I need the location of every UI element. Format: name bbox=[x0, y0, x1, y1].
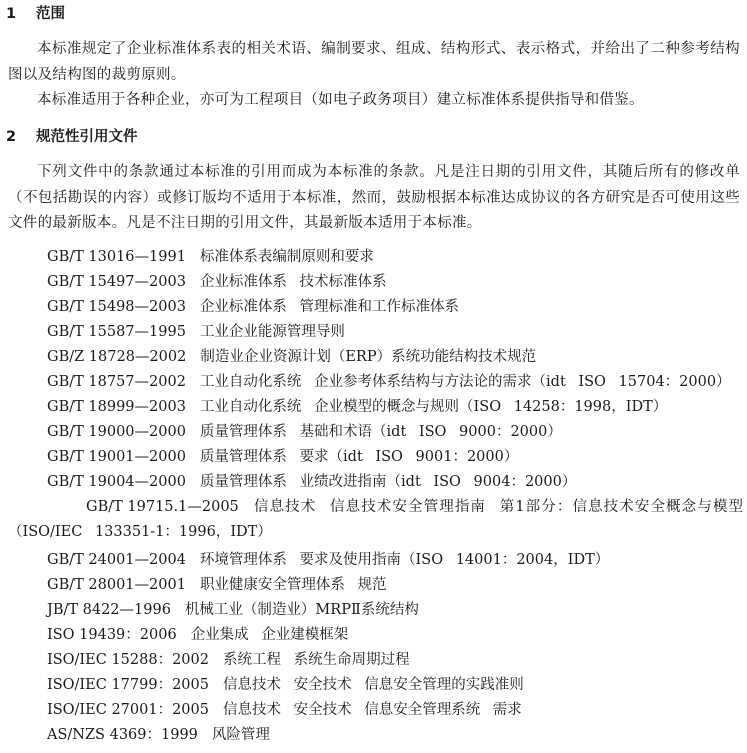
reference-item bbox=[47, 625, 348, 645]
reference-item bbox=[47, 600, 419, 620]
section-heading-scope bbox=[6, 4, 65, 24]
reference-item bbox=[47, 725, 270, 745]
reference-item bbox=[47, 447, 518, 467]
reference-code: GB/T 19715.1—2005 bbox=[86, 499, 239, 515]
reference-item bbox=[47, 247, 374, 267]
reference-code: GB/T 24001—2004 bbox=[47, 552, 186, 568]
reference-item bbox=[47, 700, 522, 720]
reference-code: GB/T 18757—2002 bbox=[47, 374, 186, 390]
reference-title: 工业自动化系统 企业模型的概念与规则（ISO 14258：1998，IDT） bbox=[199, 399, 668, 415]
reference-item bbox=[47, 347, 536, 367]
section-number: 1 bbox=[6, 6, 17, 22]
reference-title: 系统工程 系统生命周期过程 bbox=[222, 652, 410, 668]
section-title: 规范性引用文件 bbox=[36, 129, 138, 145]
reference-title: 制造业企业资源计划（ERP）系统功能结构技术规范 bbox=[200, 349, 537, 365]
reference-title: 工业企业能源管理导则 bbox=[199, 324, 345, 340]
reference-title: 企业标准体系 技术标准体系 bbox=[199, 274, 387, 290]
reference-title: 机械工业（制造业）MRPⅡ系统结构 bbox=[184, 602, 419, 618]
scope-paragraph-2: 本标准适用于各种企业，亦可为工程项目（如电子政务项目）建立标准体系提供指导和借鉴。 bbox=[37, 92, 644, 108]
reference-title: 质量管理体系 要求（idt ISO 9001：2000） bbox=[199, 449, 519, 465]
reference-title: 企业集成 企业建模框架 bbox=[190, 627, 349, 643]
scope-paragraph-1: 本标准规定了企业标准体系表的相关术语、编制要求、组成、结构形式、表示格式，并给出了二种参考结构图以及结构图的裁剪原则。 bbox=[8, 41, 740, 83]
reference-item bbox=[8, 495, 743, 545]
reference-title: 信息技术 安全技术 信息安全管理的实践准则 bbox=[222, 677, 524, 693]
reference-title: 标准体系表编制原则和要求 bbox=[199, 249, 374, 265]
reference-code: AS/NZS 4369：1999 bbox=[47, 727, 198, 743]
reference-item bbox=[47, 372, 731, 392]
reference-code: GB/T 28001—2001 bbox=[47, 577, 186, 593]
reference-title: 信息技术 信息技术安全管理指南 第1部分：信息技术安全概念与模型（ISO/IEC 133351-1：1996，IDT） bbox=[8, 499, 743, 540]
reference-title: 企业标准体系 管理标准和工作标准体系 bbox=[199, 299, 460, 315]
reference-item bbox=[47, 422, 562, 442]
reference-title: 信息技术 安全技术 信息安全管理系统 需求 bbox=[222, 702, 522, 718]
reference-title: 风险管理 bbox=[211, 727, 270, 743]
reference-code: GB/T 15498—2003 bbox=[47, 299, 186, 315]
reference-title: 质量管理体系 基础和术语（idt ISO 9000：2000） bbox=[199, 424, 562, 440]
reference-code: ISO/IEC 27001：2005 bbox=[47, 702, 209, 718]
reference-code: GB/T 19004—2000 bbox=[47, 474, 186, 490]
section-heading-normative-references bbox=[6, 127, 138, 147]
reference-item bbox=[47, 650, 410, 670]
reference-title: 质量管理体系 业绩改进指南（idt ISO 9004：2000） bbox=[199, 474, 577, 490]
reference-title: 工业自动化系统 企业参考体系结构与方法论的需求（idt ISO 15704：2000） bbox=[199, 374, 731, 390]
reference-code: JB/T 8422—1996 bbox=[47, 602, 171, 618]
reference-code: GB/T 19001—2000 bbox=[47, 449, 186, 465]
reference-code: GB/T 18999—2003 bbox=[47, 399, 186, 415]
reference-code: GB/T 15587—1995 bbox=[47, 324, 186, 340]
reference-item bbox=[47, 397, 667, 417]
reference-code: ISO/IEC 15288：2002 bbox=[47, 652, 209, 668]
reference-item bbox=[47, 297, 459, 317]
reference-code: GB/T 13016—1991 bbox=[47, 249, 186, 265]
reference-code: ISO 19439：2006 bbox=[47, 627, 177, 643]
reference-title: 环境管理体系 要求及使用指南（ISO 14001：2004，IDT） bbox=[199, 552, 610, 568]
reference-item bbox=[47, 322, 345, 342]
reference-item bbox=[47, 550, 609, 570]
reference-code: GB/Z 18728—2002 bbox=[47, 349, 187, 365]
reference-title: 职业健康安全管理体系 规范 bbox=[199, 577, 387, 593]
reference-code: ISO/IEC 17799：2005 bbox=[47, 677, 209, 693]
section-title: 范围 bbox=[36, 6, 65, 22]
reference-item bbox=[47, 575, 387, 595]
references-intro-paragraph: 下列文件中的条款通过本标准的引用而成为本标准的条款。凡是注日期的引用文件，其随后所有的修改单（不包括勘误的内容）或修订版均不适用于本标准，然而，鼓励根据本标准达成协议的各方研究是否可使用这些文件的最新版本。凡是不注日期的引用文件，其最新版本适用于本标准。 bbox=[8, 164, 740, 231]
reference-item bbox=[47, 272, 387, 292]
reference-code: GB/T 19000—2000 bbox=[47, 424, 186, 440]
section-number: 2 bbox=[6, 129, 17, 145]
reference-code: GB/T 15497—2003 bbox=[47, 274, 186, 290]
reference-item bbox=[47, 675, 524, 695]
reference-item bbox=[47, 472, 576, 492]
